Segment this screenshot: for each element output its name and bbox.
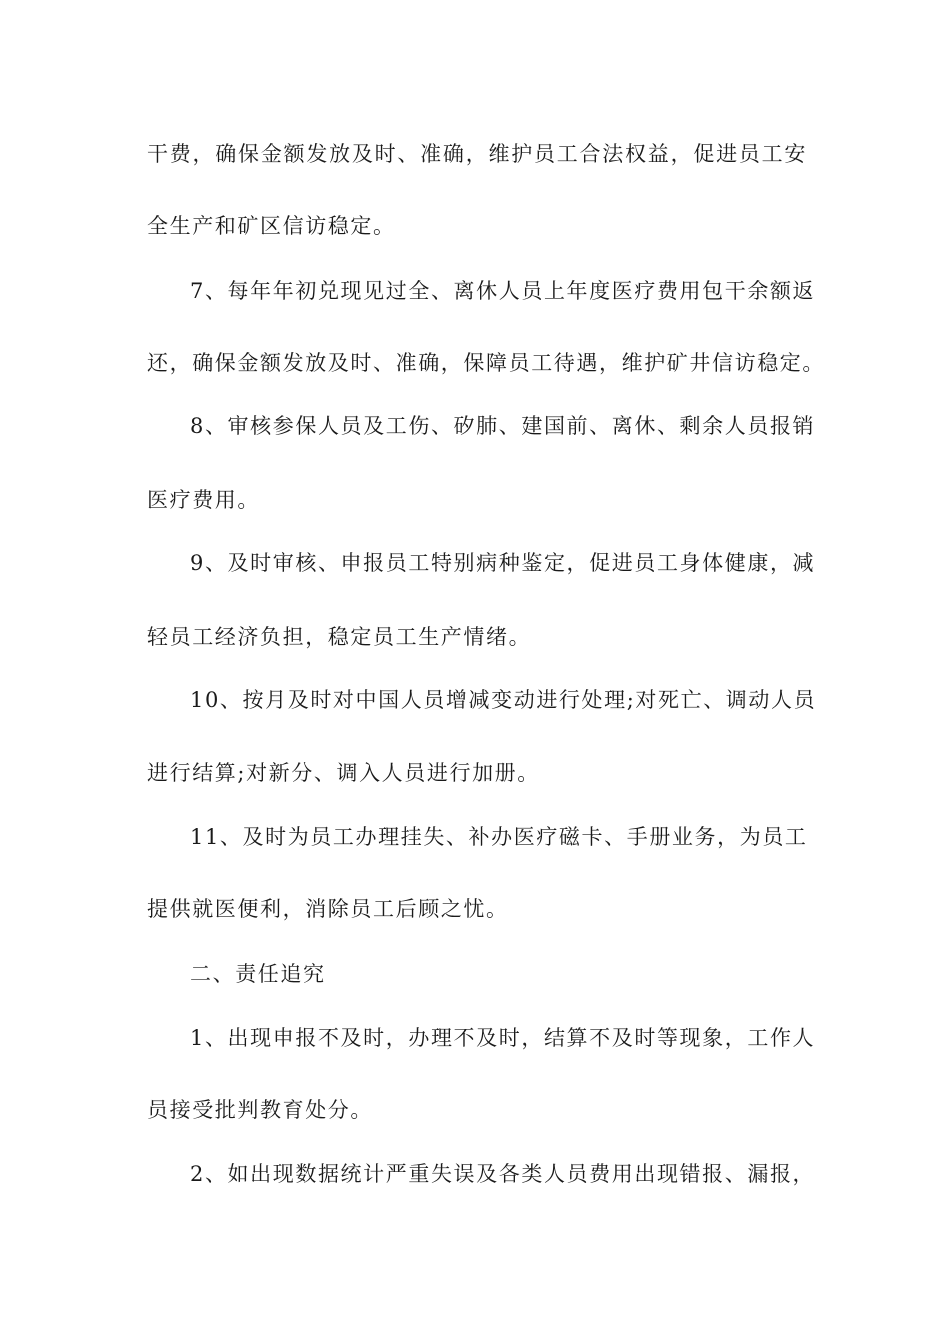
paragraph-line: 进行结算;对新分、调入人员进行加册。 bbox=[147, 761, 540, 785]
paragraph-line: 7、每年年初兑现见过全、离休人员上年度医疗费用包干余额返 bbox=[190, 279, 816, 303]
paragraph-line: 提供就医便利，消除员工后顾之忧。 bbox=[147, 897, 509, 921]
paragraph-line: 9、及时审核、申报员工特别病种鉴定，促进员工身体健康，减 bbox=[190, 551, 816, 575]
paragraph-line: 轻员工经济负担，稳定员工生产情绪。 bbox=[147, 625, 532, 649]
paragraph-line: 8、审核参保人员及工伤、矽肺、建国前、离休、剩余人员报销 bbox=[190, 414, 816, 438]
paragraph-line: 2、如出现数据统计严重失误及各类人员费用出现错报、漏报， bbox=[190, 1162, 816, 1186]
paragraph-line: 员接受批判教育处分。 bbox=[147, 1098, 373, 1122]
paragraph-line: 11、及时为员工办理挂失、补办医疗磁卡、手册业务，为员工 bbox=[190, 825, 808, 849]
paragraph-line: 1、出现申报不及时，办理不及时，结算不及时等现象，工作人 bbox=[190, 1026, 816, 1050]
paragraph-line: 医疗费用。 bbox=[147, 488, 260, 512]
paragraph-line: 10、按月及时对中国人员增减变动进行处理;对死亡、调动人员 bbox=[190, 688, 817, 712]
paragraph-line: 干费，确保金额发放及时、准确，维护员工合法权益，促进员工安 bbox=[147, 142, 807, 166]
section-heading: 二、责任追究 bbox=[190, 962, 326, 986]
paragraph-line: 全生产和矿区信访稳定。 bbox=[147, 214, 396, 238]
paragraph-line: 还，确保金额发放及时、准确，保障员工待遇，维护矿井信访稳定。 bbox=[147, 351, 825, 375]
